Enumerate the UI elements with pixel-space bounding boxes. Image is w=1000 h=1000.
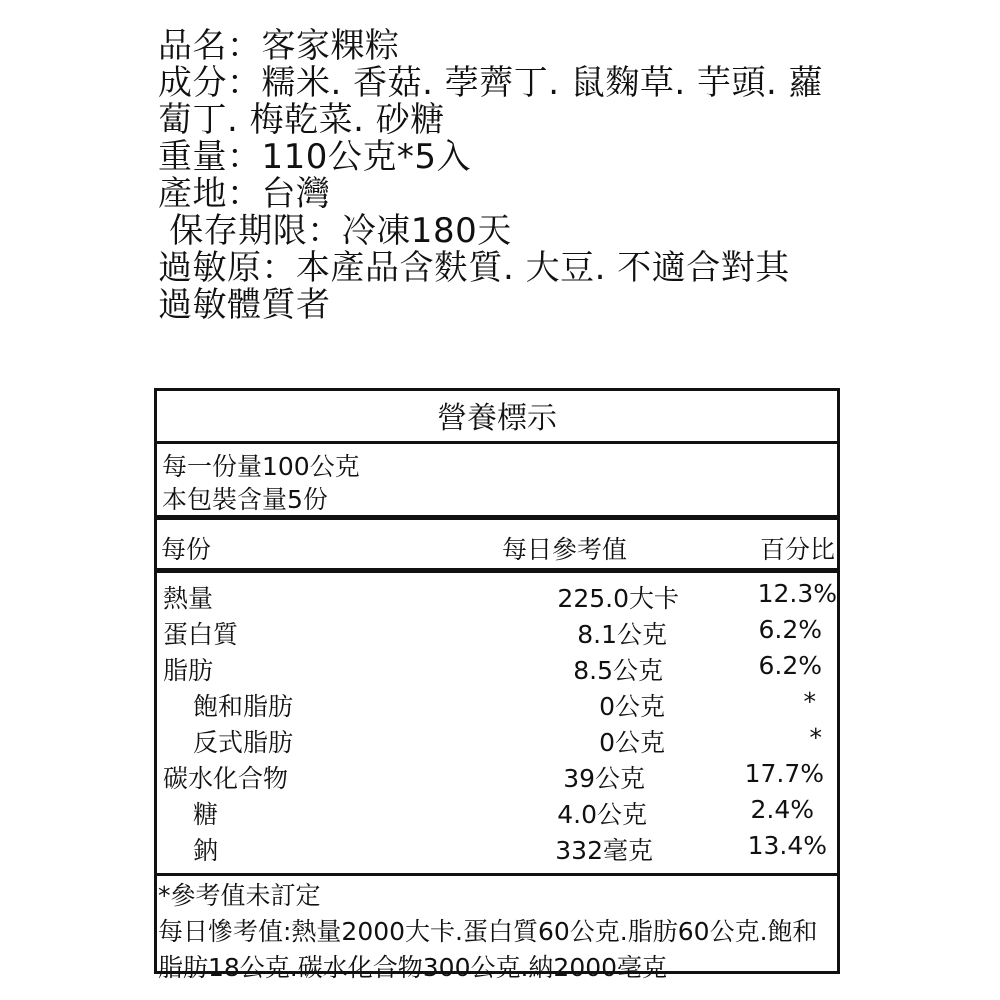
column-header-row xyxy=(157,520,837,573)
footnote-daily-values-2: 脂肪18公克.碳水化合物300公克.納2000毫克 xyxy=(158,953,668,982)
nutrient-row-sodium xyxy=(157,827,837,863)
nutrient-name: 熱量 xyxy=(163,584,214,613)
weight-line: 重量：110公克*5入 xyxy=(158,137,472,177)
nutrient-row-calories xyxy=(157,575,837,611)
product-info xyxy=(158,28,858,324)
nutrient-row-trans-fat xyxy=(157,719,837,755)
nutrient-row-fat xyxy=(157,647,837,683)
nutrient-amount: 4.0公克 xyxy=(557,800,647,829)
nutrient-amount: 39公克 xyxy=(563,764,645,793)
footnote-daily-values-1: 每日慘考值:熱量2000大卡.蛋白質60公克.脂肪60公克.飽和 xyxy=(158,917,818,946)
nutrient-name: 糖 xyxy=(193,800,219,829)
origin-line: 產地：台灣 xyxy=(158,174,331,214)
footnotes xyxy=(157,876,837,986)
nutrient-percent: 17.7% xyxy=(744,759,824,788)
nutrient-percent: 6.2% xyxy=(758,615,822,644)
header-percent: 百分比 xyxy=(760,535,836,564)
allergen-line-1: 過敏原：本產品含麩質. 大豆. 不適合對其 xyxy=(158,248,790,288)
nutrient-amount: 0公克 xyxy=(599,692,665,721)
nutrition-facts-table xyxy=(154,388,840,982)
nutrient-row-protein xyxy=(157,611,837,647)
nutrient-name: 鈉 xyxy=(193,836,219,865)
nutrient-row-saturated-fat xyxy=(157,683,837,719)
header-per-serving: 每份 xyxy=(161,535,212,564)
nutrient-percent: 6.2% xyxy=(758,651,822,680)
nutrient-amount: 332毫克 xyxy=(555,836,653,865)
nutrient-row-sugar xyxy=(157,791,837,827)
nutrient-percent: * xyxy=(803,687,816,716)
nutrient-name: 飽和脂肪 xyxy=(193,692,294,721)
nutrient-amount: 8.5公克 xyxy=(573,656,663,685)
nutrient-rows xyxy=(157,573,837,876)
nutrient-amount: 0公克 xyxy=(599,728,665,757)
nutrient-name: 脂肪 xyxy=(163,656,214,685)
nutrient-row-carbohydrate xyxy=(157,755,837,791)
nutrient-amount: 225.0大卡 xyxy=(557,584,679,613)
header-daily-value: 每日參考值 xyxy=(502,535,628,564)
product-name-line: 品名：客家粿粽 xyxy=(158,26,400,66)
servings-per-package: 本包裝含量5份 xyxy=(162,485,328,514)
ingredients-line-1: 成分：糯米. 香菇. 荸薺丁. 鼠麴草. 芋頭. 蘿 xyxy=(158,63,824,103)
shelf-life-line: 保存期限：冷凍180天 xyxy=(158,211,512,251)
allergen-line-2: 過敏體質者 xyxy=(158,285,331,325)
nutrient-amount: 8.1公克 xyxy=(577,620,667,649)
nutrient-percent: 12.3% xyxy=(757,579,837,608)
nutrient-percent: 13.4% xyxy=(747,831,827,860)
nutrition-title: 營養標示 xyxy=(157,391,837,444)
footnote-not-established: *參考值未訂定 xyxy=(158,881,321,910)
nutrient-name: 碳水化合物 xyxy=(163,764,289,793)
serving-info xyxy=(157,444,837,520)
serving-size: 每一份量100公克 xyxy=(162,452,360,481)
nutrient-name: 反式脂肪 xyxy=(193,728,294,757)
nutrient-name: 蛋白質 xyxy=(163,620,239,649)
nutrient-percent: 2.4% xyxy=(750,795,814,824)
ingredients-line-2: 蔔丁. 梅乾菜. 砂糖 xyxy=(158,100,445,140)
nutrient-percent: * xyxy=(809,723,822,752)
